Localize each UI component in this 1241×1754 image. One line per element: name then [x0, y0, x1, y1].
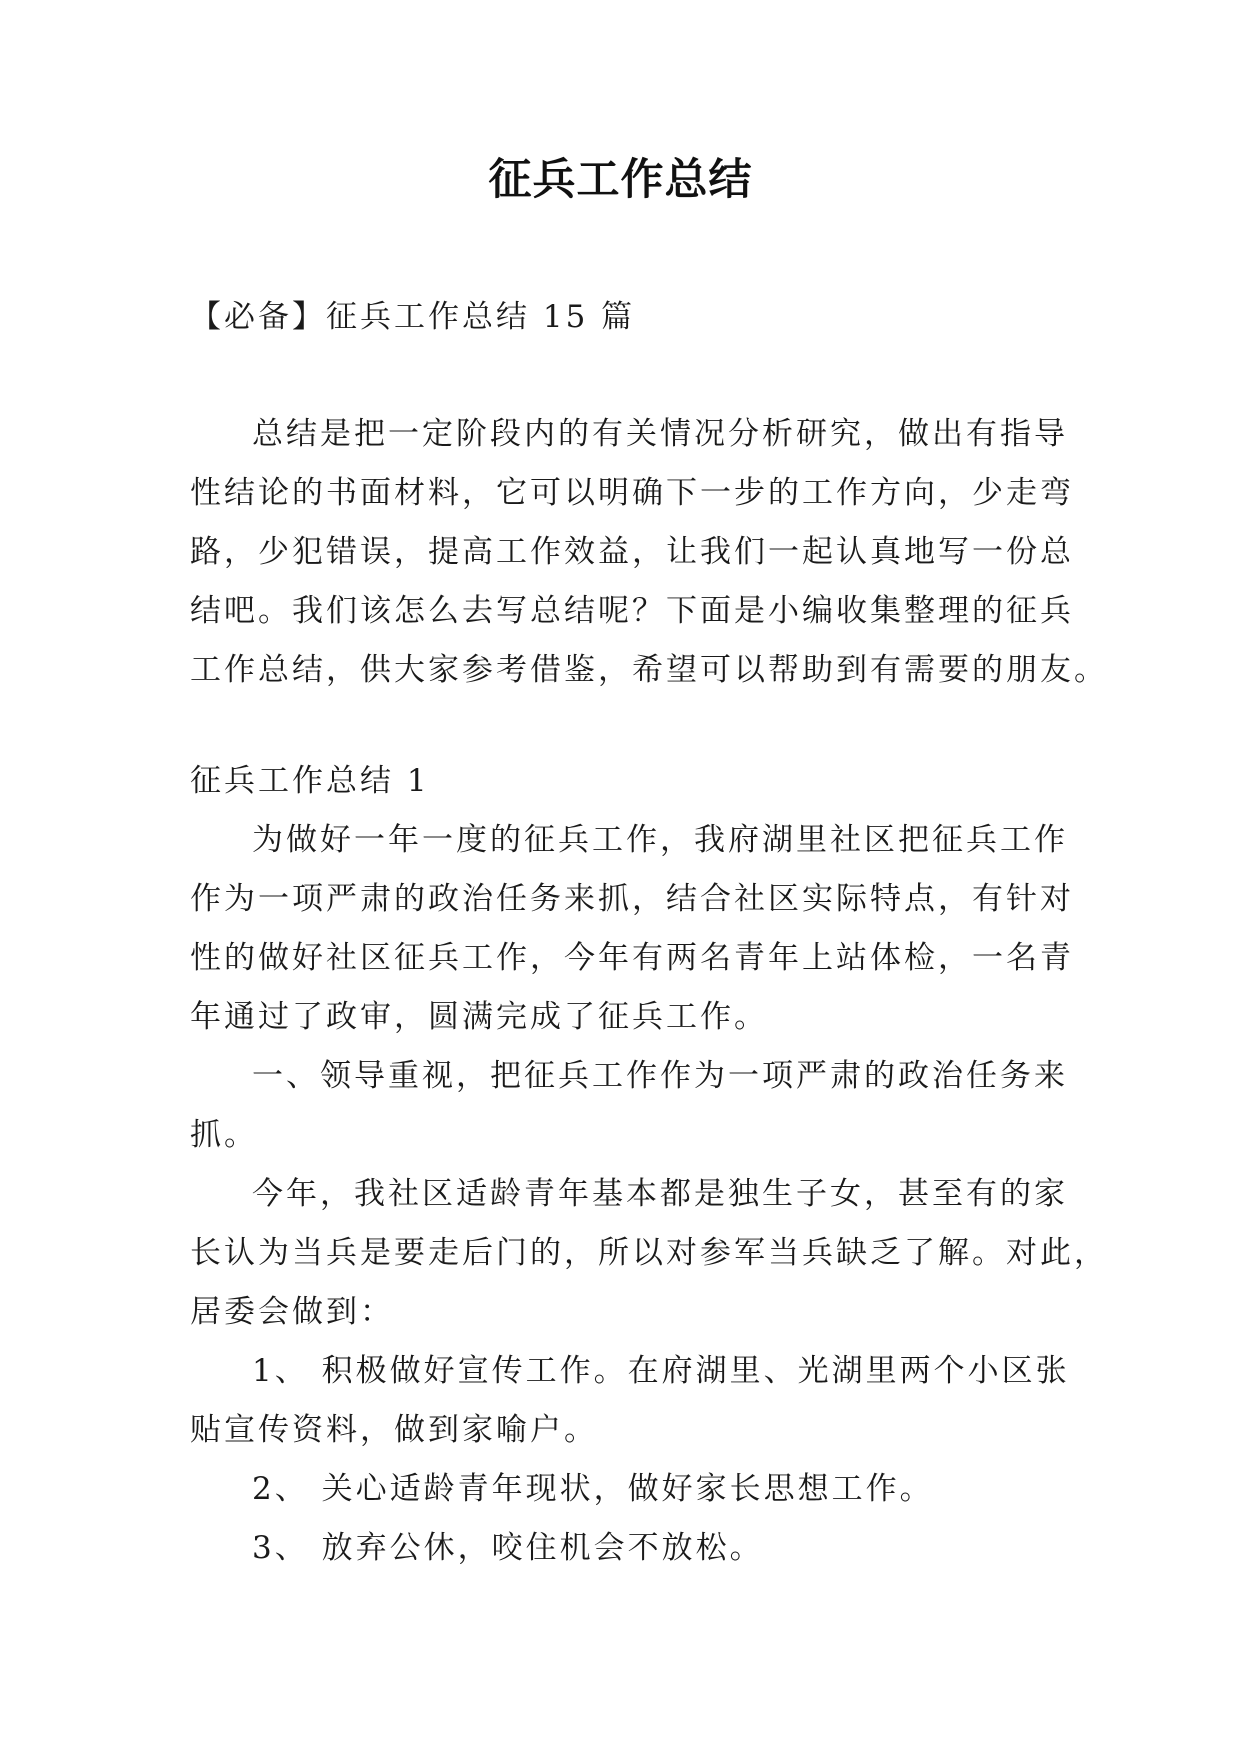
section-paragraph: [190, 811, 1074, 1047]
paragraph-line: 长认为当兵是要走后门的，所以对参军当兵缺乏了解。对此，: [190, 1235, 1108, 1271]
paragraph-line: 为做好一年一度的征兵工作，我府湖里社区把征兵工作: [252, 822, 1068, 858]
list-item-line: 3、 放弃公休，咬住机会不放松。: [252, 1530, 764, 1566]
intro-line: 路，少犯错误，提高工作效益，让我们一起认真地写一份总: [190, 534, 1074, 570]
list-item-line: 贴宣传资料，做到家喻户。: [190, 1412, 598, 1448]
section-paragraph: [190, 1165, 1108, 1342]
paragraph-line: 今年，我社区适龄青年基本都是独生子女，甚至有的家: [252, 1176, 1068, 1212]
paragraph-line: 年通过了政审，圆满完成了征兵工作。: [190, 999, 768, 1035]
paragraph-line: 作为一项严肃的政治任务来抓，结合社区实际特点，有针对: [190, 881, 1074, 917]
intro-paragraph: [190, 405, 1108, 700]
list-item-line: 1、 积极做好宣传工作。在府湖里、光湖里两个小区张: [252, 1353, 1070, 1389]
section-heading: 征兵工作总结 1: [190, 763, 430, 799]
intro-line: 结吧。我们该怎么去写总结呢？下面是小编收集整理的征兵: [190, 593, 1074, 629]
paragraph-line: 居委会做到：: [190, 1294, 394, 1330]
document-body: [190, 288, 1108, 1578]
section-point: [190, 1047, 1068, 1165]
list-item: [190, 1460, 1052, 1519]
intro-line: 性结论的书面材料，它可以明确下一步的工作方向，少走弯: [190, 475, 1074, 511]
point-line: 抓。: [190, 1117, 258, 1153]
point-line: 一、领导重视，把征兵工作作为一项严肃的政治任务来: [252, 1058, 1068, 1094]
list-item-line: 2、 关心适龄青年现状，做好家长思想工作。: [252, 1471, 934, 1507]
list-item: [190, 1342, 1070, 1460]
document-title: 征兵工作总结: [488, 155, 753, 205]
document-subtitle: 【必备】征兵工作总结 15 篇: [190, 299, 636, 335]
paragraph-line: 性的做好社区征兵工作，今年有两名青年上站体检，一名青: [190, 940, 1074, 976]
intro-line: 工作总结，供大家参考借鉴，希望可以帮助到有需要的朋友。: [190, 652, 1108, 688]
intro-line: 总结是把一定阶段内的有关情况分析研究，做出有指导: [252, 416, 1068, 452]
list-item: [190, 1519, 1052, 1578]
